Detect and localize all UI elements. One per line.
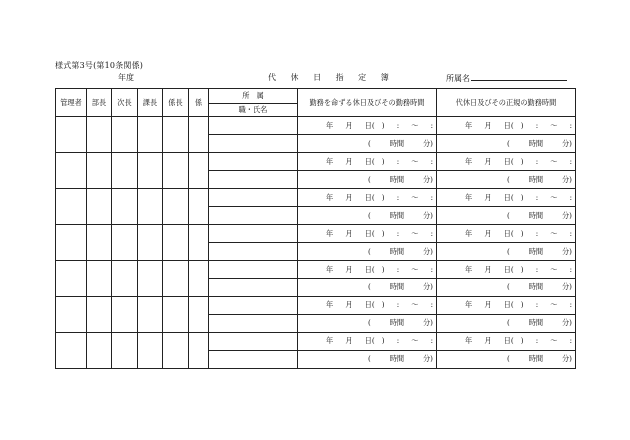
date-month: 月 [484, 120, 492, 130]
duration-minutes: 分) [561, 318, 572, 328]
date-day: 日( ) [364, 156, 385, 166]
duration-minutes: 分) [422, 318, 433, 328]
time-colon: : [430, 192, 433, 202]
approval-stamp-cell[interactable] [112, 153, 138, 189]
date-day: 日( ) [364, 336, 385, 346]
time-colon: : [430, 300, 433, 310]
approval-stamp-cell[interactable] [87, 117, 112, 153]
date-year: 年 [465, 264, 473, 274]
time-colon: : [569, 336, 572, 346]
duration-minutes: 分) [561, 210, 572, 220]
approval-stamp-cell[interactable] [56, 225, 87, 261]
page-title: 代 休 日 指 定 簿 [268, 73, 395, 82]
duration-hours: 時間 [528, 354, 544, 364]
time-colon: : [396, 228, 400, 238]
approval-stamp-cell[interactable] [163, 189, 189, 225]
time-colon: : [569, 120, 572, 130]
time-tilde: 〜 [411, 264, 419, 274]
duration-minutes: 分) [561, 174, 572, 184]
time-colon: : [430, 228, 433, 238]
compensatory-duration-cell[interactable] [437, 278, 576, 296]
affiliation-cell[interactable] [209, 261, 298, 279]
duration-open: ( [507, 210, 510, 220]
approval-stamp-cell[interactable] [138, 153, 163, 189]
compensatory-duration-cell[interactable] [437, 207, 576, 225]
col-header-position-name: 職・氏名 [209, 104, 298, 117]
holiday-work-duration-cell[interactable] [298, 171, 437, 189]
table-row [56, 332, 576, 350]
time-colon: : [535, 120, 539, 130]
date-year: 年 [465, 300, 473, 310]
duration-hours: 時間 [389, 246, 405, 256]
approval-stamp-cell[interactable] [138, 261, 163, 297]
date-year: 年 [326, 228, 334, 238]
duration-minutes: 分) [561, 282, 572, 292]
compensatory-duration-cell[interactable] [437, 350, 576, 368]
compensatory-duration-cell[interactable] [437, 314, 576, 332]
holiday-work-date-cell[interactable] [298, 332, 437, 350]
position-name-cell[interactable] [209, 243, 298, 261]
affiliation-cell[interactable] [209, 296, 298, 314]
date-month: 月 [345, 300, 353, 310]
table-row [56, 296, 576, 314]
col-header-manager: 管理者 [56, 89, 87, 117]
approval-stamp-cell[interactable] [189, 117, 209, 153]
approval-stamp-cell[interactable] [138, 225, 163, 261]
duration-open: ( [368, 138, 371, 148]
time-colon: : [535, 300, 539, 310]
date-year: 年 [326, 300, 334, 310]
date-month: 月 [345, 336, 353, 346]
date-year: 年 [326, 192, 334, 202]
position-name-cell[interactable] [209, 135, 298, 153]
duration-open: ( [507, 138, 510, 148]
approval-stamp-cell[interactable] [56, 261, 87, 297]
date-year: 年 [326, 120, 334, 130]
duration-minutes: 分) [561, 354, 572, 364]
table-row [56, 261, 576, 279]
table-row [56, 153, 576, 171]
duration-hours: 時間 [528, 174, 544, 184]
duration-hours: 時間 [389, 282, 405, 292]
approval-stamp-cell[interactable] [138, 296, 163, 332]
affiliation-cell[interactable] [209, 117, 298, 135]
time-colon: : [535, 336, 539, 346]
col-header-holiday-work: 勤務を命ずる休日及びその勤務時間 [298, 89, 437, 117]
table-row [56, 117, 576, 135]
date-day: 日( ) [503, 264, 524, 274]
compensatory-date-cell[interactable] [437, 189, 576, 207]
time-colon: : [430, 156, 433, 166]
holiday-work-duration-cell[interactable] [298, 243, 437, 261]
holiday-work-duration-cell[interactable] [298, 135, 437, 153]
approval-stamp-cell[interactable] [189, 296, 209, 332]
affiliation-cell[interactable] [209, 225, 298, 243]
time-colon: : [430, 120, 433, 130]
time-colon: : [430, 336, 433, 346]
form-number: 様式第3号(第10条関係) [55, 61, 144, 70]
time-colon: : [535, 156, 539, 166]
date-day: 日( ) [364, 300, 385, 310]
approval-stamp-cell[interactable] [87, 332, 112, 368]
date-day: 日( ) [364, 192, 385, 202]
approval-stamp-cell[interactable] [112, 296, 138, 332]
table-row [56, 189, 576, 207]
date-year: 年 [465, 228, 473, 238]
duration-open: ( [368, 246, 371, 256]
time-colon: : [569, 300, 572, 310]
holiday-work-duration-cell[interactable] [298, 314, 437, 332]
duration-open: ( [368, 174, 371, 184]
duration-open: ( [368, 282, 371, 292]
approval-stamp-cell[interactable] [189, 153, 209, 189]
date-month: 月 [484, 300, 492, 310]
approval-stamp-cell[interactable] [112, 261, 138, 297]
compensatory-date-cell[interactable] [437, 261, 576, 279]
compensatory-date-cell[interactable] [437, 153, 576, 171]
col-header-staff: 係 [189, 89, 209, 117]
time-colon: : [396, 300, 400, 310]
col-header-subsection-chief: 係長 [163, 89, 189, 117]
duration-hours: 時間 [528, 318, 544, 328]
date-year: 年 [465, 120, 473, 130]
approval-stamp-cell[interactable] [87, 261, 112, 297]
approval-stamp-cell[interactable] [87, 296, 112, 332]
date-day: 日( ) [503, 336, 524, 346]
approval-stamp-cell[interactable] [56, 189, 87, 225]
time-colon: : [569, 192, 572, 202]
approval-stamp-cell[interactable] [163, 296, 189, 332]
table-row [56, 225, 576, 243]
duration-minutes: 分) [422, 282, 433, 292]
col-header-compensatory: 代休日及びその正規の勤務時間 [437, 89, 576, 117]
time-tilde: 〜 [550, 228, 558, 238]
date-day: 日( ) [503, 120, 524, 130]
duration-minutes: 分) [422, 210, 433, 220]
approval-stamp-cell[interactable] [87, 225, 112, 261]
duration-open: ( [507, 354, 510, 364]
fiscal-year-label: 年度 [118, 73, 134, 82]
date-year: 年 [465, 156, 473, 166]
date-month: 月 [484, 228, 492, 238]
time-tilde: 〜 [550, 192, 558, 202]
duration-minutes: 分) [422, 138, 433, 148]
holiday-work-date-cell[interactable] [298, 117, 437, 135]
time-colon: : [569, 156, 572, 166]
compensatory-date-cell[interactable] [437, 117, 576, 135]
duration-minutes: 分) [561, 138, 572, 148]
holiday-work-date-cell[interactable] [298, 153, 437, 171]
time-colon: : [396, 120, 400, 130]
duration-minutes: 分) [422, 354, 433, 364]
duration-open: ( [368, 210, 371, 220]
date-month: 月 [345, 264, 353, 274]
date-year: 年 [465, 192, 473, 202]
compensatory-duration-cell[interactable] [437, 171, 576, 189]
time-tilde: 〜 [550, 336, 558, 346]
date-year: 年 [465, 336, 473, 346]
time-tilde: 〜 [550, 120, 558, 130]
date-day: 日( ) [503, 156, 524, 166]
col-header-deputy: 次長 [112, 89, 138, 117]
duration-open: ( [507, 246, 510, 256]
duration-hours: 時間 [389, 174, 405, 184]
approval-stamp-cell[interactable] [56, 153, 87, 189]
holiday-work-duration-cell[interactable] [298, 278, 437, 296]
duration-hours: 時間 [528, 246, 544, 256]
approval-stamp-cell[interactable] [56, 296, 87, 332]
time-tilde: 〜 [411, 228, 419, 238]
time-colon: : [569, 228, 572, 238]
duration-hours: 時間 [528, 210, 544, 220]
time-tilde: 〜 [411, 120, 419, 130]
duration-hours: 時間 [528, 282, 544, 292]
time-tilde: 〜 [550, 300, 558, 310]
date-day: 日( ) [503, 300, 524, 310]
date-day: 日( ) [364, 264, 385, 274]
department-name-field[interactable] [446, 72, 567, 84]
holiday-work-date-cell[interactable] [298, 261, 437, 279]
approval-stamp-cell[interactable] [138, 189, 163, 225]
duration-hours: 時間 [389, 210, 405, 220]
approval-stamp-cell[interactable] [189, 261, 209, 297]
time-tilde: 〜 [411, 192, 419, 202]
duration-minutes: 分) [422, 174, 433, 184]
approval-stamp-cell[interactable] [189, 332, 209, 368]
time-tilde: 〜 [411, 300, 419, 310]
date-month: 月 [345, 156, 353, 166]
compensatory-date-cell[interactable] [437, 332, 576, 350]
time-tilde: 〜 [411, 336, 419, 346]
approval-stamp-cell[interactable] [189, 189, 209, 225]
col-header-section-chief: 課長 [138, 89, 163, 117]
approval-stamp-cell[interactable] [87, 153, 112, 189]
approval-stamp-cell[interactable] [112, 225, 138, 261]
compensatory-duration-cell[interactable] [437, 243, 576, 261]
time-tilde: 〜 [411, 156, 419, 166]
date-year: 年 [326, 156, 334, 166]
approval-stamp-cell[interactable] [163, 332, 189, 368]
date-day: 日( ) [503, 192, 524, 202]
department-underline[interactable] [471, 72, 567, 81]
col-header-affiliation: 所 属 [209, 89, 298, 104]
date-month: 月 [345, 192, 353, 202]
holiday-work-date-cell[interactable] [298, 296, 437, 314]
compensatory-date-cell[interactable] [437, 296, 576, 314]
approval-stamp-cell[interactable] [112, 117, 138, 153]
date-month: 月 [345, 120, 353, 130]
time-colon: : [535, 228, 539, 238]
position-name-cell[interactable] [209, 171, 298, 189]
time-colon: : [430, 264, 433, 274]
time-colon: : [569, 264, 572, 274]
approval-stamp-cell[interactable] [163, 225, 189, 261]
compensatory-duration-cell[interactable] [437, 135, 576, 153]
date-month: 月 [484, 156, 492, 166]
approval-stamp-cell[interactable] [163, 261, 189, 297]
duration-open: ( [368, 354, 371, 364]
approval-stamp-cell[interactable] [163, 117, 189, 153]
duration-hours: 時間 [389, 318, 405, 328]
duration-open: ( [507, 318, 510, 328]
date-day: 日( ) [503, 228, 524, 238]
duration-hours: 時間 [528, 138, 544, 148]
holiday-work-date-cell[interactable] [298, 189, 437, 207]
holiday-work-duration-cell[interactable] [298, 350, 437, 368]
affiliation-cell[interactable] [209, 189, 298, 207]
holiday-work-duration-cell[interactable] [298, 207, 437, 225]
date-day: 日( ) [364, 120, 385, 130]
designation-table [55, 88, 576, 369]
approval-stamp-cell[interactable] [189, 225, 209, 261]
department-label: 所属名 [446, 74, 470, 83]
time-tilde: 〜 [550, 156, 558, 166]
approval-stamp-cell[interactable] [56, 117, 87, 153]
time-tilde: 〜 [550, 264, 558, 274]
affiliation-cell[interactable] [209, 332, 298, 350]
date-year: 年 [326, 336, 334, 346]
duration-open: ( [507, 282, 510, 292]
duration-open: ( [507, 174, 510, 184]
duration-hours: 時間 [389, 138, 405, 148]
holiday-work-date-cell[interactable] [298, 225, 437, 243]
position-name-cell[interactable] [209, 350, 298, 368]
approval-stamp-cell[interactable] [112, 189, 138, 225]
time-colon: : [396, 156, 400, 166]
time-colon: : [396, 192, 400, 202]
date-day: 日( ) [364, 228, 385, 238]
approval-stamp-cell[interactable] [138, 332, 163, 368]
affiliation-cell[interactable] [209, 153, 298, 171]
date-month: 月 [484, 336, 492, 346]
approval-stamp-cell[interactable] [87, 189, 112, 225]
time-colon: : [396, 264, 400, 274]
time-colon: : [535, 192, 539, 202]
duration-hours: 時間 [389, 354, 405, 364]
date-month: 月 [484, 264, 492, 274]
duration-open: ( [368, 318, 371, 328]
date-month: 月 [345, 228, 353, 238]
date-month: 月 [484, 192, 492, 202]
duration-minutes: 分) [422, 246, 433, 256]
approval-stamp-cell[interactable] [112, 332, 138, 368]
position-name-cell[interactable] [209, 207, 298, 225]
compensatory-date-cell[interactable] [437, 225, 576, 243]
approval-stamp-cell[interactable] [163, 153, 189, 189]
date-year: 年 [326, 264, 334, 274]
time-colon: : [396, 336, 400, 346]
approval-stamp-cell[interactable] [138, 117, 163, 153]
time-colon: : [535, 264, 539, 274]
position-name-cell[interactable] [209, 314, 298, 332]
duration-minutes: 分) [561, 246, 572, 256]
col-header-director: 部長 [87, 89, 112, 117]
position-name-cell[interactable] [209, 278, 298, 296]
approval-stamp-cell[interactable] [56, 332, 87, 368]
